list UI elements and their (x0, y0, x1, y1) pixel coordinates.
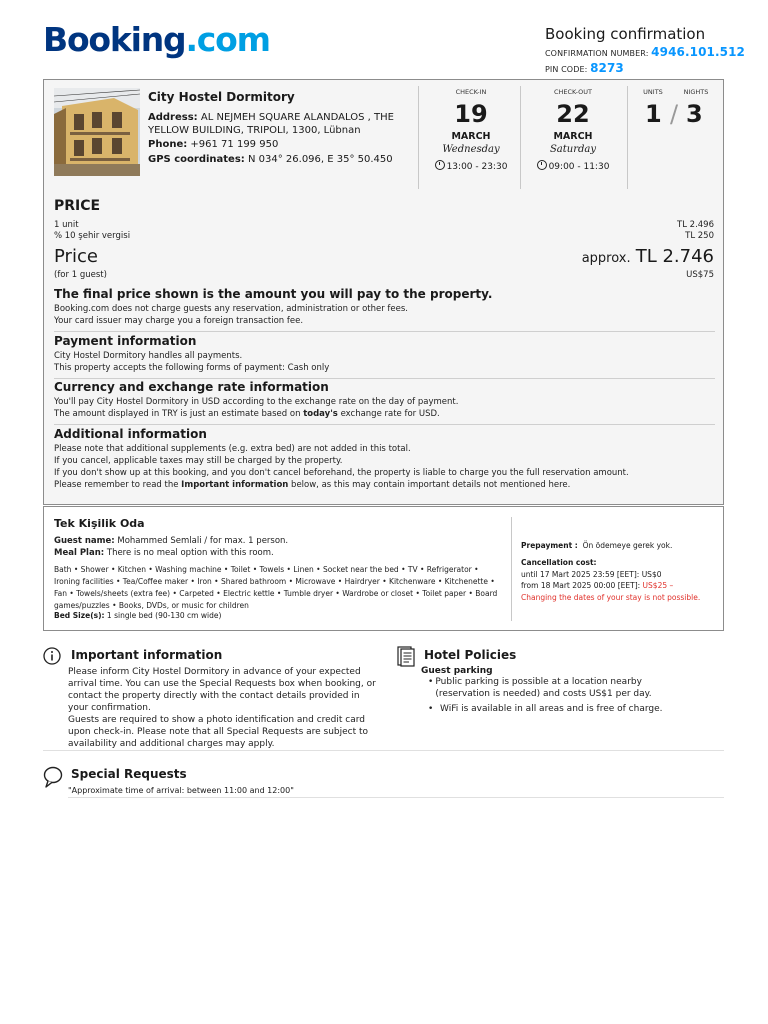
currency-line-2 (54, 408, 714, 420)
final-price-heading: The final price shown is the amount you will pay to the property. (54, 287, 493, 301)
divider (43, 750, 724, 751)
units-count: 1 (645, 100, 662, 128)
info-icon (43, 647, 61, 665)
prepayment-value: Ön ödemeye gerek yok. (582, 541, 673, 550)
logo-part-booking: Booking (43, 20, 186, 59)
policy-wifi: WiFi is available in all areas and is free of charge. (440, 704, 663, 714)
clock-icon (435, 160, 445, 170)
currency-line-2b: today's (303, 409, 338, 419)
clock-icon (537, 160, 547, 170)
bullet-mark: • (428, 677, 434, 687)
price-line-unit-value: TL 2.496 (677, 220, 714, 230)
additional-line-3: If you don't show up at this booking, and you don't cancel beforehand, the property is liable to charge you the full reservation amount. (54, 468, 629, 478)
list-item (428, 703, 698, 715)
special-requests-heading: Special Requests (71, 767, 187, 781)
confirmation-number: 4946.101.512 (651, 45, 745, 59)
nights-label: NIGHTS (683, 88, 709, 96)
speech-bubble-icon (43, 766, 63, 786)
policies-subheading: Guest parking (421, 666, 493, 676)
additional-line-4 (54, 479, 714, 491)
final-price-line-1: Booking.com does not charge guests any reservation, administration or other fees. (54, 304, 408, 314)
bed-size-value: 1 single bed (90-130 cm wide) (106, 611, 222, 620)
cancellation-line-2 (521, 580, 719, 592)
room-name: Tek Kişilik Oda (54, 517, 145, 530)
address-value: AL NEJMEH SQUARE ALANDALOS , THE YELLOW BUILDING, TRIPOLI, 1300, Lübnan (148, 112, 394, 136)
hotel-phone (148, 138, 398, 151)
cancellation-label: Cancellation cost: (521, 558, 597, 567)
final-price-note (54, 303, 714, 327)
checkin-time (421, 160, 521, 172)
price-line-tax-value: TL 250 (685, 231, 714, 241)
guest-name-row (54, 536, 288, 548)
cancellation-line-1: until 17 Mart 2025 23:59 [EET]: US$0 (521, 569, 662, 579)
important-heading: Important information (71, 648, 223, 662)
checkout-label: CHECK-OUT (553, 88, 593, 96)
divider (54, 378, 715, 379)
price-usd: US$75 (686, 270, 714, 280)
column-divider (418, 86, 419, 189)
price-total (500, 246, 714, 267)
price-total-value: TL 2.746 (635, 246, 714, 267)
policy-parking: Public parking is possible at a location nearby (reservation is needed) and costs US$1 per day. (435, 677, 652, 699)
payment-info (54, 350, 714, 374)
bed-size-label: Bed Size(s): (54, 611, 105, 620)
price-approx: approx. (581, 251, 631, 266)
policy-list (428, 676, 698, 715)
document-icon (397, 646, 415, 667)
checkout-weekday: Saturday (549, 144, 597, 155)
checkin-month: MARCH (451, 131, 491, 142)
room-divider (511, 517, 512, 621)
price-line-unit: 1 unit (54, 220, 79, 230)
divider (54, 424, 715, 425)
price-guests: (for 1 guest) (54, 270, 107, 280)
confirmation-title: Booking confirmation (545, 25, 706, 43)
checkin-day: 19 (454, 100, 488, 128)
guest-name-label: Guest name: (54, 536, 115, 546)
guest-name-value: Mohammed Semlali / for max. 1 person. (117, 536, 289, 546)
hotel-name: City Hostel Dormitory (148, 90, 295, 104)
bed-size-row (54, 611, 221, 620)
cancellation-note: Changing the dates of your stay is not possible. (521, 592, 701, 602)
checkout-month: MARCH (553, 131, 593, 142)
additional-line-2: If you cancel, applicable taxes may still be charged by the property. (54, 456, 343, 466)
meal-plan-row (54, 548, 274, 560)
booking-logo (43, 20, 270, 60)
pin-code-label: PIN CODE: (545, 65, 588, 74)
meal-plan-value: There is no meal option with this room. (106, 548, 274, 558)
price-total-label: Price (54, 246, 98, 267)
payment-line-1: City Hostel Dormitory handles all payments. (54, 351, 243, 361)
divider (54, 331, 715, 332)
additional-heading: Additional information (54, 427, 207, 441)
bullet-mark: • (428, 704, 434, 714)
room-amenities: Bath • Shower • Kitchen • Washing machine • Toilet • Towels • Linen • Socket near the bed • TV • Refrigerator • Ironing facilities • Tea/Coffee maker • Iron • Shared bathroom • Microwave • Hairdryer • Kitchenware • Kitchenette • Fan • Towels/sheets (extra fee) • Carpeted • Electric kettle • Tumble dryer • Wardrobe or closet • Toilet paper • Board games/puzzles • Books, DVDs, or music for children (54, 565, 498, 610)
checkout-time-value: 09:00 - 11:30 (548, 162, 610, 172)
column-divider (627, 86, 628, 189)
cancellation-info (521, 557, 719, 603)
payment-heading: Payment information (54, 334, 197, 348)
hotel-gps (148, 153, 468, 166)
additional-line-1: Please note that additional supplements (e.g. extra bed) are not added in this total. (54, 444, 411, 454)
gps-value: N 034° 26.096, E 35° 50.450 (247, 154, 393, 165)
phone-value: +961 71 199 950 (190, 139, 279, 150)
logo-part-com: .com (185, 20, 270, 59)
additional-line-4c: below, as this may contain important details not mentioned here. (291, 480, 571, 490)
list-item (428, 676, 698, 700)
hotel-address (148, 111, 398, 137)
policies-heading: Hotel Policies (424, 648, 517, 662)
final-price-line-2: Your card issuer may charge you a foreign transaction fee. (54, 316, 304, 326)
additional-info (54, 443, 714, 491)
currency-line-1: You'll pay City Hostel Dormitory in USD according to the exchange rate on the day of payment. (54, 397, 459, 407)
checkout-time (523, 160, 623, 172)
checkin-time-value: 13:00 - 23:30 (446, 162, 508, 172)
checkout-day: 22 (556, 100, 590, 128)
checkin-label: CHECK-IN (455, 88, 487, 96)
prepayment-label: Prepayment : (521, 541, 578, 550)
meal-plan-label: Meal Plan: (54, 548, 105, 558)
price-heading: PRICE (54, 198, 101, 214)
units-nights-slash: / (670, 100, 679, 128)
additional-line-4b: Important information (181, 480, 289, 490)
nights-count: 3 (686, 100, 703, 128)
pin-code: 8273 (590, 61, 624, 75)
divider (68, 797, 724, 798)
important-paragraph-1: Please inform City Hostel Dormitory in advance of your expected arrival time. You can use the Special Requests box when booking, or contact the property directly with the contact details provided in your confirmation. (68, 667, 376, 713)
price-line-tax: % 10 şehir vergisi (54, 231, 131, 241)
gps-label: GPS coordinates: (148, 154, 245, 165)
currency-info (54, 396, 714, 420)
prepayment-row (521, 541, 672, 550)
important-text (68, 666, 376, 750)
currency-line-2c: exchange rate for USD. (340, 409, 440, 419)
special-requests-text: "Approximate time of arrival: between 11:00 and 12:00" (68, 786, 294, 795)
confirmation-number-row (545, 45, 745, 59)
address-label: Address: (148, 112, 198, 123)
cancellation-fee: US$25 – (642, 581, 674, 590)
phone-label: Phone: (148, 139, 188, 150)
important-paragraph-2: Guests are required to show a photo identification and credit card upon check-in. Please note that all Special Requests are subject to availability and additional charges may apply. (68, 715, 369, 749)
pin-code-row (545, 61, 624, 75)
checkin-weekday: Wednesday (442, 144, 500, 155)
cancellation-line-2a: from 18 Mart 2025 00:00 [EET]: (521, 581, 641, 590)
confirmation-number-label: CONFIRMATION NUMBER: (545, 49, 649, 58)
units-label: UNITS (643, 88, 663, 96)
additional-line-4a: Please remember to read the (54, 480, 179, 490)
hotel-photo (54, 88, 140, 176)
payment-line-2: This property accepts the following forms of payment: Cash only (54, 363, 330, 373)
currency-heading: Currency and exchange rate information (54, 380, 329, 394)
currency-line-2a: The amount displayed in TRY is just an estimate based on (54, 409, 301, 419)
